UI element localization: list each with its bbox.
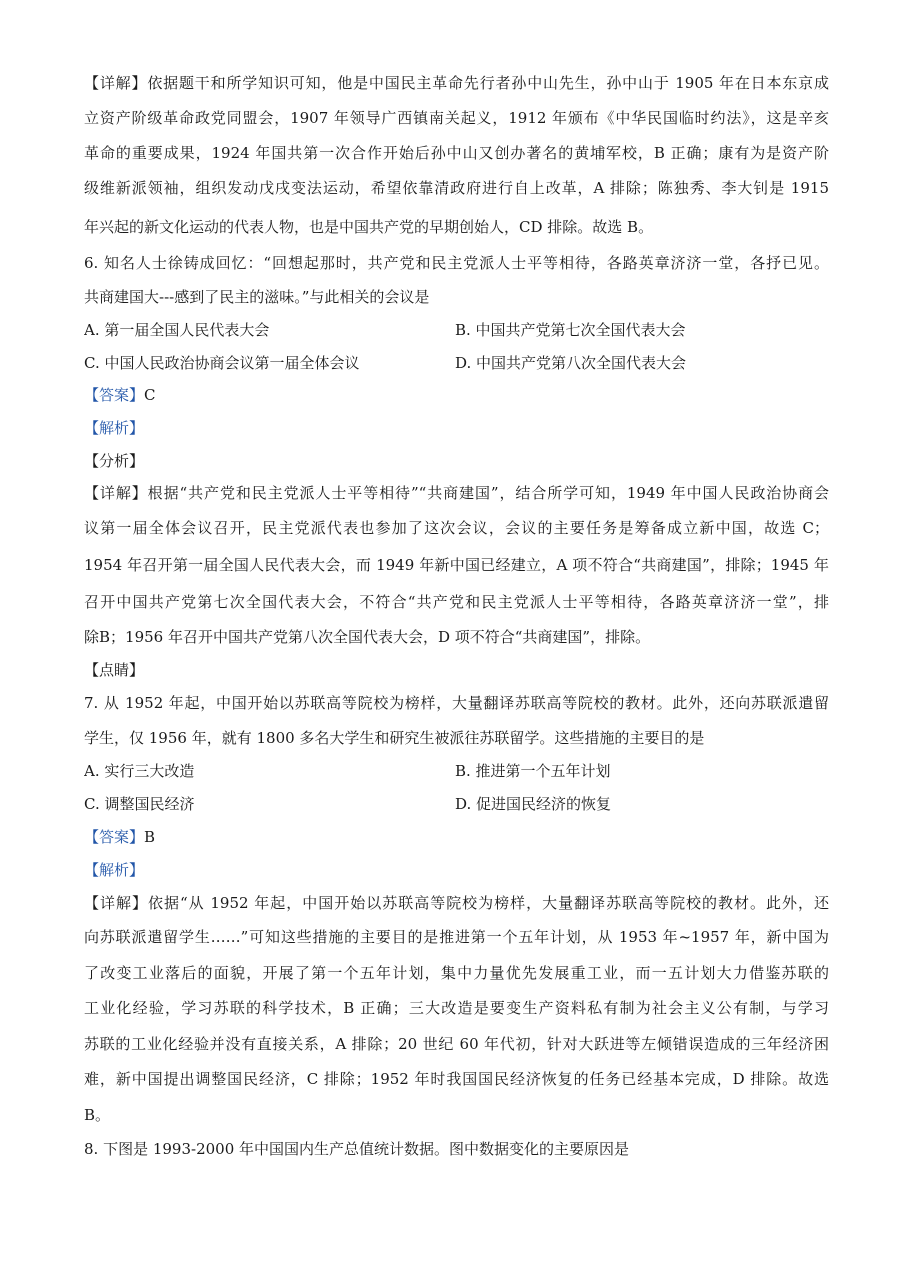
q7-option-b: B. 推进第一个五年计划 xyxy=(455,762,611,780)
q7-detail-line-3: 了改变工业落后的面貌，开展了第一个五年计划，集中力量优先发展重工业，而一五计划大力借鉴苏联的 xyxy=(84,964,829,982)
q5-detail-line-3: 革命的重要成果，1924 年国共第一次合作开始后孙中山又创办著名的黄埔军校，B 正确；康有为是资产阶 xyxy=(84,144,829,162)
q6-answer xyxy=(84,380,829,410)
q7-detail-line-7: B。 xyxy=(84,1106,111,1124)
q7-detail-line-1: 【详解】依据“从 1952 年起，中国开始以苏联高等院校为榜样，大量翻译苏联高等院校的教材。此外，还 xyxy=(84,894,829,912)
q7-answer xyxy=(84,822,829,852)
q7-detail-line-2: 向苏联派遣留学生……”可知这些措施的主要目的是推进第一个五年计划，从 1953 年~1957 年，新中国为 xyxy=(84,928,829,946)
q5-detail-line-2: 立资产阶级革命政党同盟会，1907 年领导广西镇南关起义，1912 年颁布《中华民国临时约法》，这是辛亥 xyxy=(84,109,829,127)
q7-option-c: C. 调整国民经济 xyxy=(84,795,195,813)
q8-stem: 8. 下图是 1993-2000 年中国国内生产总值统计数据。图中数据变化的主要原因是 xyxy=(84,1140,630,1158)
q6-stem-line-1: 6. 知名人士徐铸成回忆：“回想起那时，共产党和民主党派人士平等相待，各路英章济济一堂，各抒已见。 xyxy=(84,254,829,272)
q7-stem-line-1: 7. 从 1952 年起，中国开始以苏联高等院校为榜样，大量翻译苏联高等院校的教材。此外，还向苏联派遣留 xyxy=(84,694,829,712)
q7-analysis-tag: 【解析】 xyxy=(84,861,145,879)
q6-stem-line-2: 共商建国大---感到了民主的滋味。”与此相关的会议是 xyxy=(84,288,430,306)
q7-option-a: A. 实行三大改造 xyxy=(84,762,195,780)
q5-detail-line-1: 【详解】依据题干和所学知识可知，他是中国民主革命先行者孙中山先生，孙中山于 1905 年在日本东京成 xyxy=(84,74,829,92)
q6-option-a: A. 第一届全国人民代表大会 xyxy=(84,321,270,339)
q6-option-b: B. 中国共产党第七次全国代表大会 xyxy=(455,321,686,339)
q6-detail-line-4: 召开中国共产党第七次全国代表大会，不符合“共产党和民主党派人士平等相待，各路英章济济一堂”，排 xyxy=(84,593,829,611)
q6-detail-line-1: 【详解】根据“共产党和民主党派人士平等相待”“共商建国”，结合所学可知，1949 年中国人民政治协商会 xyxy=(84,484,829,502)
q7-option-d: D. 促进国民经济的恢复 xyxy=(455,795,612,813)
q6-option-d: D. 中国共产党第八次全国代表大会 xyxy=(455,354,687,372)
q6-dianjing-tag: 【点睛】 xyxy=(84,661,145,679)
q7-answer-value: B xyxy=(144,828,156,846)
q6-detail-line-5: 除B；1956 年召开中国共产党第八次全国代表大会，D 项不符合“共商建国”，排除。 xyxy=(84,628,651,646)
q6-detail-line-3: 1954 年召开第一届全国人民代表大会，而 1949 年新中国已经建立，A 项不符合“共商建国”，排除；1945 年 xyxy=(84,556,829,574)
q7-detail-line-6: 难，新中国提出调整国民经济，C 排除；1952 年时我国国民经济恢复的任务已经基本完成，D 排除。故选 xyxy=(84,1070,829,1088)
q6-answer-tag: 【答案】 xyxy=(84,386,145,404)
q7-detail-line-5: 苏联的工业化经验并没有直接关系，A 排除；20 世纪 60 年代初，针对大跃进等左倾错误造成的三年经济困 xyxy=(84,1035,829,1053)
q6-detail-line-2: 议第一届全体会议召开，民主党派代表也参加了这次会议，会议的主要任务是筹备成立新中国，故选 C； xyxy=(84,519,829,537)
q7-answer-tag: 【答案】 xyxy=(84,828,145,846)
q6-answer-value: C xyxy=(144,386,156,404)
q6-fenxi-tag: 【分析】 xyxy=(84,452,145,470)
q7-stem-line-2: 学生，仅 1956 年，就有 1800 多名大学生和研究生被派往苏联留学。这些措施的主要目的是 xyxy=(84,729,705,747)
q6-analysis-tag: 【解析】 xyxy=(84,419,145,437)
q5-detail-line-5: 年兴起的新文化运动的代表人物，也是中国共产党的早期创始人，CD 排除。故选 B。 xyxy=(84,218,654,236)
q6-option-c: C. 中国人民政治协商会议第一届全体会议 xyxy=(84,354,360,372)
q5-detail-line-4: 级维新派领袖，组织发动戊戌变法运动，希望依靠清政府进行自上改革，A 排除；陈独秀、李大钊是 1915 xyxy=(84,179,829,197)
q7-detail-line-4: 工业化经验，学习苏联的科学技术，B 正确；三大改造是要变生产资料私有制为社会主义公有制，与学习 xyxy=(84,999,829,1017)
